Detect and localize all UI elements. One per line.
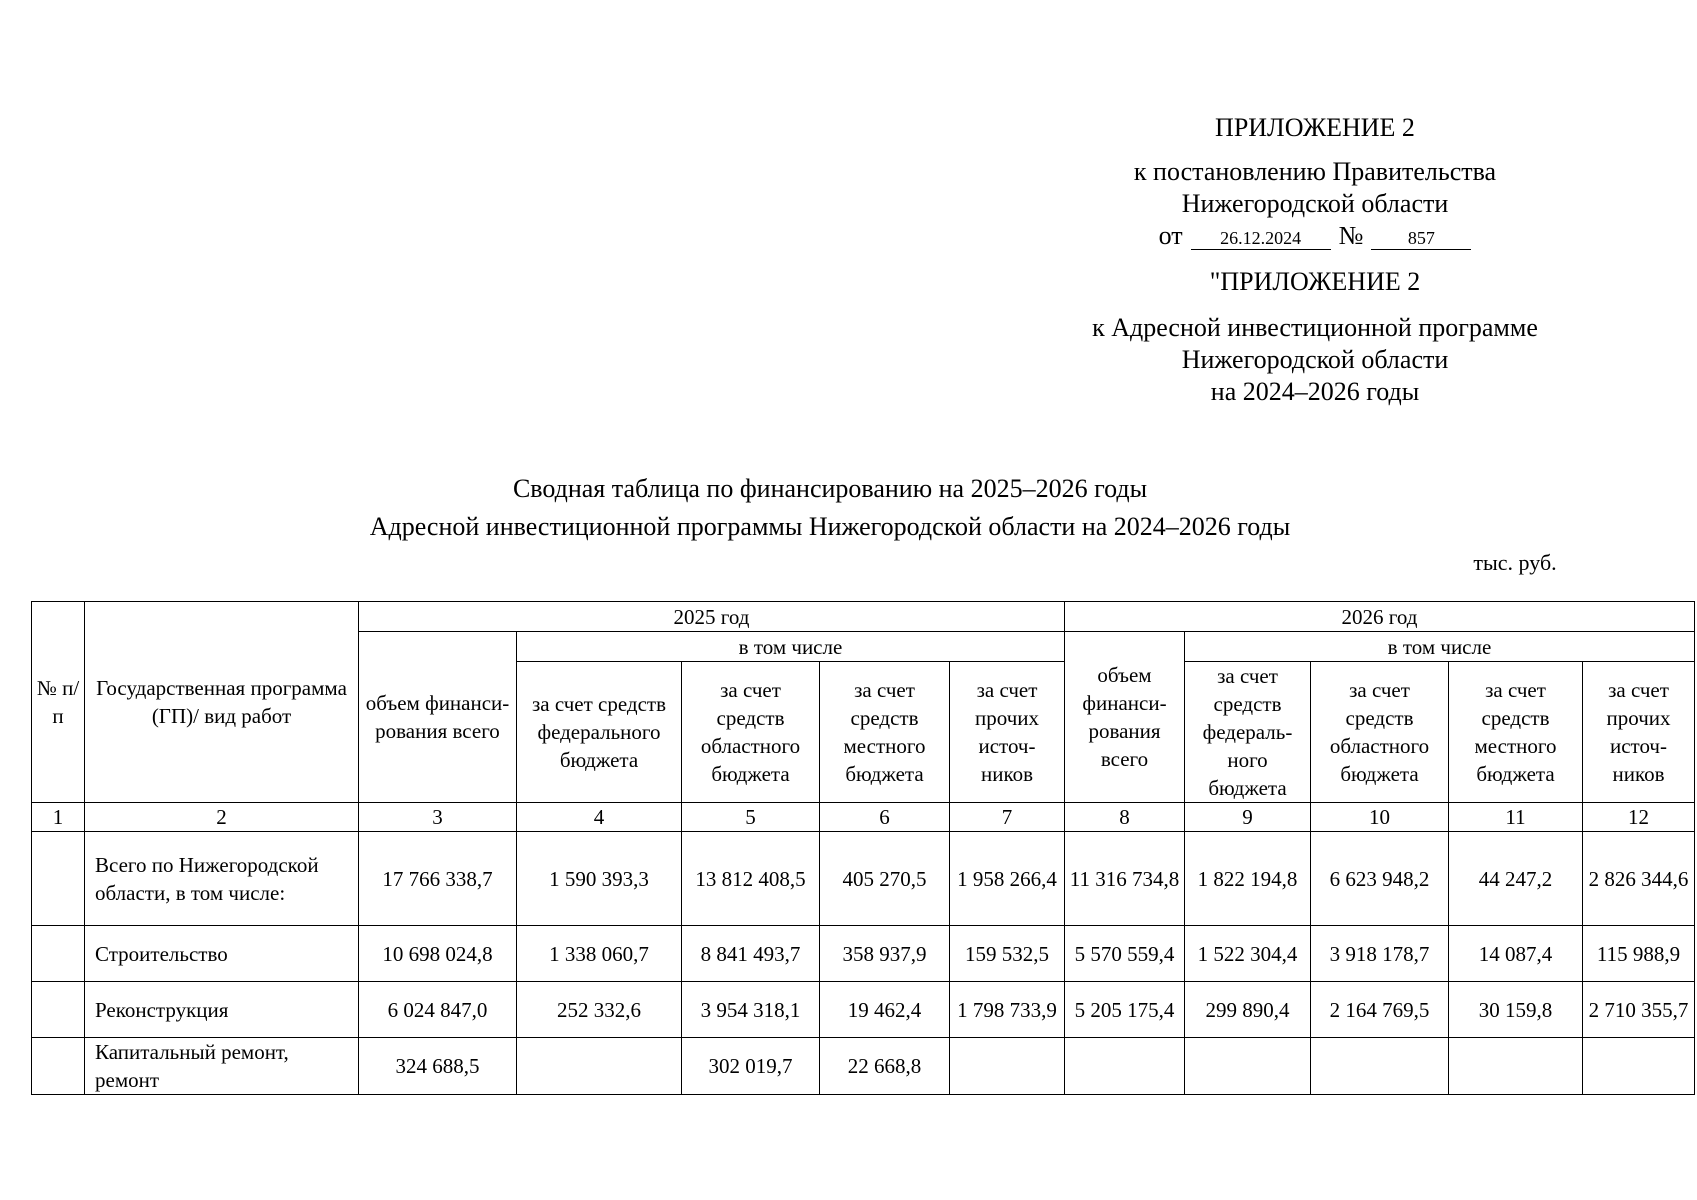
header-program: Государственная программа (ГП)/ вид работ [85,602,359,803]
header-year-2025: 2025 год [359,602,1065,632]
total-2025: 17 766 338,7 [359,832,517,926]
column-number: 10 [1311,803,1449,832]
from-label: от [1158,221,1183,250]
federal-2026: 299 890,4 [1185,982,1311,1038]
total-2025: 6 024 847,0 [359,982,517,1038]
total-2026: 11 316 734,8 [1065,832,1185,926]
local-2026: 44 247,2 [1449,832,1583,926]
regional-2025: 8 841 493,7 [682,926,820,982]
header-including-2025: в том числе [517,632,1065,662]
column-number: 12 [1583,803,1695,832]
local-2026 [1449,1038,1583,1095]
federal-2025: 252 332,6 [517,982,682,1038]
appendix-block [1060,112,1570,408]
federal-2026 [1185,1038,1311,1095]
header-including-2026: в том числе [1185,632,1695,662]
federal-2026: 1 522 304,4 [1185,926,1311,982]
table-row-repair [32,1038,1695,1095]
total-2025: 324 688,5 [359,1038,517,1095]
row-num [32,1038,85,1095]
column-number-row [32,803,1695,832]
regional-2026: 6 623 948,2 [1311,832,1449,926]
header-total-2026: объем финанси-рования всего [1065,632,1185,803]
resolution-date: 26.12.2024 [1191,227,1331,250]
resolution-reference: к постановлению Правительства [1133,157,1497,186]
other-2026: 2 710 355,7 [1583,982,1695,1038]
header-regional-2026: за счет средств областного бюджета [1311,662,1449,803]
region-name-2: Нижегородской области [1181,345,1449,374]
row-name: Капитальный ремонт, ремонт [85,1038,359,1095]
program-period: на 2024–2026 годы [1210,377,1420,406]
column-number: 1 [32,803,85,832]
total-2026: 5 205 175,4 [1065,982,1185,1038]
regional-2025: 3 954 318,1 [682,982,820,1038]
region-name: Нижегородской области [1181,189,1449,218]
header-federal-2026: за счет средств федераль-ного бюджета [1185,662,1311,803]
regional-2025: 13 812 408,5 [682,832,820,926]
row-name: Всего по Нижегородской области, в том числе: [85,832,359,926]
local-2025: 19 462,4 [820,982,950,1038]
other-2026: 115 988,9 [1583,926,1695,982]
regional-2025: 302 019,7 [682,1038,820,1095]
column-number: 3 [359,803,517,832]
federal-2026: 1 822 194,8 [1185,832,1311,926]
federal-2025 [517,1038,682,1095]
number-sign: № [1338,221,1364,250]
regional-2026: 3 918 178,7 [1311,926,1449,982]
table-row-construction [32,926,1695,982]
total-2026 [1065,1038,1185,1095]
table-row-reconstruction [32,982,1695,1038]
column-number: 5 [682,803,820,832]
other-2025: 1 798 733,9 [950,982,1065,1038]
row-name: Строительство [85,926,359,982]
column-number: 9 [1185,803,1311,832]
total-2026: 5 570 559,4 [1065,926,1185,982]
local-2025: 358 937,9 [820,926,950,982]
table-row-total [32,832,1695,926]
column-number: 8 [1065,803,1185,832]
local-2025: 22 668,8 [820,1038,950,1095]
other-2025: 1 958 266,4 [950,832,1065,926]
header-local-2025: за счет средств местного бюджета [820,662,950,803]
resolution-number: 857 [1371,227,1471,250]
regional-2026: 2 164 769,5 [1311,982,1449,1038]
header-num: № п/п [32,602,85,803]
header-other-2026: за счет прочих источ-ников [1583,662,1695,803]
column-number: 6 [820,803,950,832]
local-2026: 30 159,8 [1449,982,1583,1038]
row-num [32,982,85,1038]
other-2025 [950,1038,1065,1095]
header-total-2025: объем финанси-рования всего [359,632,517,803]
appendix-title-2: "ПРИЛОЖЕНИЕ 2 [1209,267,1421,296]
document-title [160,470,1500,546]
local-2026: 14 087,4 [1449,926,1583,982]
row-name: Реконструкция [85,982,359,1038]
row-num [32,926,85,982]
appendix-title: ПРИЛОЖЕНИЕ 2 [1215,113,1415,142]
title-line-1: Сводная таблица по финансированию на 2025–2026 годы [512,474,1148,503]
total-2025: 10 698 024,8 [359,926,517,982]
other-2026 [1583,1038,1695,1095]
header-federal-2025: за счет средств федерального бюджета [517,662,682,803]
title-line-2: Адресной инвестиционной программы Нижегородской области на 2024–2026 годы [369,512,1291,541]
header-local-2026: за счет средств местного бюджета [1449,662,1583,803]
local-2025: 405 270,5 [820,832,950,926]
column-number: 7 [950,803,1065,832]
other-2025: 159 532,5 [950,926,1065,982]
regional-2026 [1311,1038,1449,1095]
header-year-2026: 2026 год [1065,602,1695,632]
units-label: тыс. руб. [1473,550,1557,575]
federal-2025: 1 338 060,7 [517,926,682,982]
column-number: 4 [517,803,682,832]
program-reference: к Адресной инвестиционной программе [1092,313,1538,342]
header-regional-2025: за счет средств областного бюджета [682,662,820,803]
column-number: 2 [85,803,359,832]
federal-2025: 1 590 393,3 [517,832,682,926]
financing-table [31,601,1695,1095]
row-num [32,832,85,926]
header-other-2025: за счет прочих источ-ников [950,662,1065,803]
column-number: 11 [1449,803,1583,832]
resolution-date-number [1060,220,1570,252]
other-2026: 2 826 344,6 [1583,832,1695,926]
